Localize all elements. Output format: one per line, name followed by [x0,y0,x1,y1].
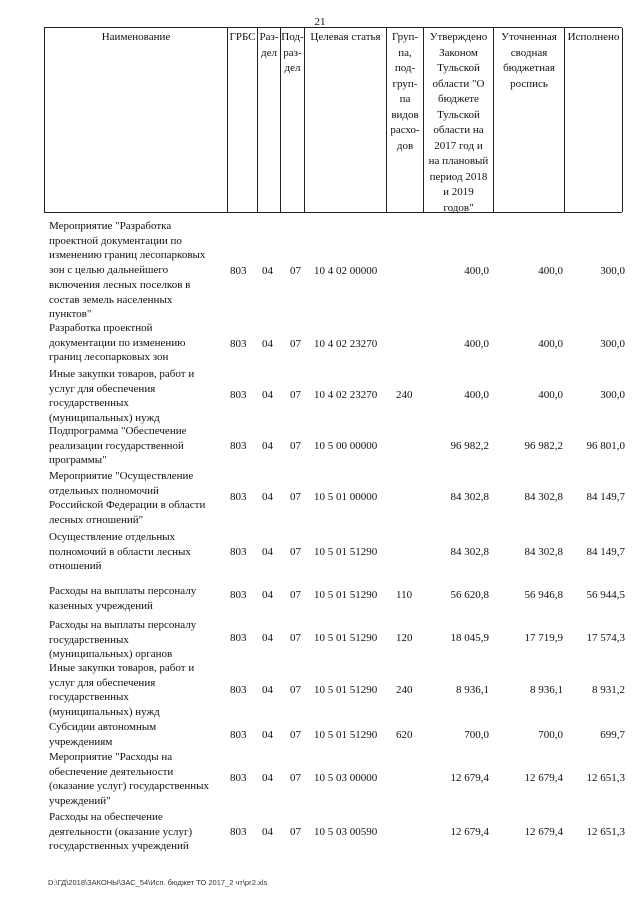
row-executed: 84 149,7 [586,491,625,503]
page-number: 21 [314,16,326,28]
row-vr: 120 [396,632,413,644]
file-path-footer: D:\ГД\2018\ЗАКОНЫ\ЗАС_54\Исп. бюджет ТО 2017_2 чт\рг2.xls [48,878,268,887]
row-approved: 96 982,2 [450,440,489,452]
row-refined: 56 946,8 [524,589,563,601]
row-target: 10 5 01 00000 [314,491,378,503]
row-razdel: 04 [262,589,273,601]
row-approved: 400,0 [464,265,489,277]
row-grbs: 803 [230,632,247,644]
row-podrazdel: 07 [290,772,301,784]
row-refined: 400,0 [538,389,563,401]
table-header [44,27,622,213]
row-podrazdel: 07 [290,729,301,741]
row-refined: 84 302,8 [524,546,563,558]
row-podrazdel: 07 [290,265,301,277]
row-vr: 240 [396,684,413,696]
row-name: Мероприятие "Расходы на обеспечение деятельности (оказание услуг) государственных учреждений" [49,751,210,808]
row-name: Расходы на обеспечение деятельности (оказание услуг) государственных учреждений [49,811,193,853]
header-podrazdel: Под- раз- дел [281,28,305,212]
row-refined: 400,0 [538,338,563,350]
row-grbs: 803 [230,729,247,741]
row-executed: 699,7 [600,729,625,741]
row-refined: 700,0 [538,729,563,741]
row-podrazdel: 07 [290,389,301,401]
row-razdel: 04 [262,729,273,741]
row-approved: 8 936,1 [456,684,489,696]
header-refined: Уточненная сводная бюджетная роспись [494,28,565,212]
row-razdel: 04 [262,338,273,350]
row-approved: 400,0 [464,338,489,350]
row-executed: 17 574,3 [586,632,625,644]
row-target: 10 5 01 51290 [314,589,378,601]
row-razdel: 04 [262,389,273,401]
row-grbs: 803 [230,684,247,696]
row-executed: 300,0 [600,338,625,350]
row-name: Осуществление отдельных полномочий в области лесных отношений [49,531,191,573]
row-executed: 300,0 [600,389,625,401]
row-podrazdel: 07 [290,632,301,644]
header-executed: Исполнено [565,28,623,212]
row-vr: 620 [396,729,413,741]
header-name: Наименование [45,28,228,212]
row-refined: 12 679,4 [524,826,563,838]
row-target: 10 5 03 00000 [314,772,378,784]
row-executed: 12 651,3 [586,826,625,838]
row-name: Мероприятие "Разработка проектной документации по изменению границ лесопарковых зон с целью дальнейшего включения лесных поселков в состав земель населенных пунктов" [49,220,206,321]
row-executed: 84 149,7 [586,546,625,558]
row-name: Субсидии автономным учреждениям [49,721,157,748]
row-grbs: 803 [230,389,247,401]
row-grbs: 803 [230,338,247,350]
row-grbs: 803 [230,265,247,277]
row-refined: 400,0 [538,265,563,277]
row-razdel: 04 [262,632,273,644]
row-name: Расходы на выплаты персоналу казенных учреждений [49,585,197,612]
row-target: 10 5 01 51290 [314,729,378,741]
row-razdel: 04 [262,265,273,277]
row-grbs: 803 [230,772,247,784]
row-podrazdel: 07 [290,491,301,503]
row-executed: 12 651,3 [586,772,625,784]
row-name: Разработка проектной документации по изменению границ лесопарковых зон [49,322,186,364]
row-grbs: 803 [230,546,247,558]
row-podrazdel: 07 [290,338,301,350]
row-name: Расходы на выплаты персоналу государственных (муниципальных) органов [49,619,197,661]
header-approved: Утверждено Законом Тульской области "О бюджете Тульской области на 2017 год и на плановый период 2018 и 2019 годов" [424,28,494,212]
row-executed: 56 944,5 [586,589,625,601]
row-approved: 84 302,8 [450,546,489,558]
header-vr: Груп- па, под- груп- па видов расхо- дов [387,28,424,212]
row-podrazdel: 07 [290,684,301,696]
row-approved: 12 679,4 [450,826,489,838]
header-razdel: Раз- дел [258,28,281,212]
row-target: 10 5 01 51290 [314,546,378,558]
row-podrazdel: 07 [290,826,301,838]
row-refined: 96 982,2 [524,440,563,452]
row-razdel: 04 [262,546,273,558]
row-executed: 8 931,2 [592,684,625,696]
row-executed: 96 801,0 [586,440,625,452]
row-vr: 110 [396,589,413,601]
row-grbs: 803 [230,440,247,452]
row-name: Мероприятие "Осуществление отдельных полномочий Российской Федерации в области лесных отношений" [49,470,206,527]
header-target: Целевая статья [305,28,387,212]
row-approved: 56 620,8 [450,589,489,601]
row-target: 10 5 01 51290 [314,632,378,644]
row-target: 10 5 01 51290 [314,684,378,696]
row-name: Иные закупки товаров, работ и услуг для обеспечения государственных (муниципальных) нужд [49,662,195,719]
row-podrazdel: 07 [290,546,301,558]
row-target: 10 4 02 00000 [314,265,378,277]
row-razdel: 04 [262,772,273,784]
row-approved: 700,0 [464,729,489,741]
row-name: Подпрограмма "Обеспечение реализации государственной программы" [49,425,187,467]
row-razdel: 04 [262,684,273,696]
row-target: 10 4 02 23270 [314,338,378,350]
row-razdel: 04 [262,440,273,452]
row-vr: 240 [396,389,413,401]
row-target: 10 4 02 23270 [314,389,378,401]
row-grbs: 803 [230,491,247,503]
row-refined: 84 302,8 [524,491,563,503]
row-approved: 18 045,9 [450,632,489,644]
row-approved: 12 679,4 [450,772,489,784]
row-name: Иные закупки товаров, работ и услуг для обеспечения государственных (муниципальных) нужд [49,368,195,425]
header-grbs: ГРБС [228,28,258,212]
row-razdel: 04 [262,491,273,503]
row-refined: 12 679,4 [524,772,563,784]
row-grbs: 803 [230,826,247,838]
row-target: 10 5 00 00000 [314,440,378,452]
row-razdel: 04 [262,826,273,838]
row-podrazdel: 07 [290,440,301,452]
row-target: 10 5 03 00590 [314,826,378,838]
row-podrazdel: 07 [290,589,301,601]
row-approved: 84 302,8 [450,491,489,503]
row-approved: 400,0 [464,389,489,401]
row-refined: 17 719,9 [524,632,563,644]
row-grbs: 803 [230,589,247,601]
row-executed: 300,0 [600,265,625,277]
row-refined: 8 936,1 [530,684,563,696]
